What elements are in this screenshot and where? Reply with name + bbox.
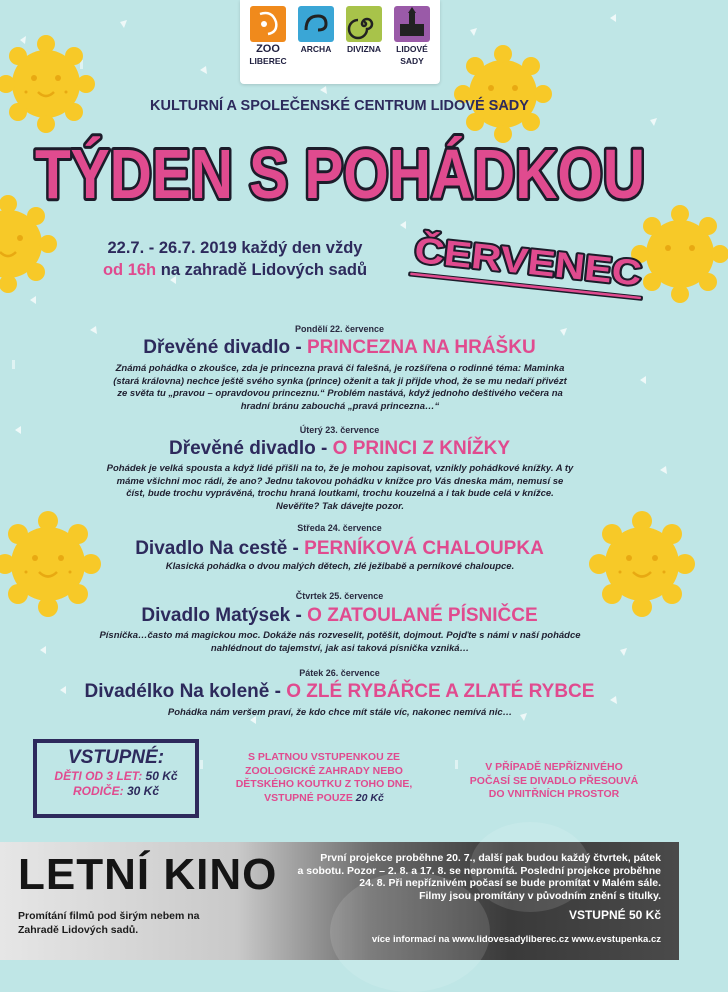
separator: - (287, 538, 305, 559)
theatre-name: Divadélko Na koleně (84, 681, 270, 702)
description-line: Známá pohádka o zkoušce, zda je princezna pravá či falešná, je rozšířena o rodinné téma: Maminka (115, 363, 565, 374)
separator: - (290, 605, 308, 626)
separator: - (290, 337, 307, 358)
description-line: Pohádek je velká spousta a když lidé přišli na to, že je mohou zapisovat, vznikly pohádkové knížky. A ty (106, 463, 574, 474)
show-day: Pátek 26. července (299, 668, 380, 678)
logo-archa[interactable]: ARCHA (296, 6, 336, 54)
summer-cinema-section (0, 842, 679, 960)
logo-zoo-liberec[interactable]: ZOO LIBEREC (248, 6, 288, 66)
show-day: Pondělí 22. července (294, 324, 385, 334)
sun-decoration-top-left (0, 36, 94, 132)
description-line: číst, bude trochu vyprávěná, trochu hraná loutkami, trochu kouzelná a i tak bude celá v knížce. (126, 488, 554, 499)
show-description (80, 707, 600, 720)
archa-icon (298, 6, 334, 42)
theatre-name: Dřevěné divadlo (143, 337, 291, 358)
description-line: Klasická pohádka o dvou malých dětech, zlé ježibabě a perníkové chaloupce. (165, 561, 515, 572)
summer-cinema-title: LETNÍ KINO (18, 850, 278, 899)
lidove-sady-icon (394, 6, 430, 42)
separator: - (315, 438, 333, 459)
show-day: Úterý 23. července (299, 425, 380, 435)
summer-cinema-price: VSTUPNÉ 50 Kč (568, 908, 661, 922)
divizna-icon (346, 6, 382, 42)
weather-note: V PŘÍPADĚ NEPŘÍZNIVÉHO POČASÍ SE DIVADLO PŘESOUVÁ DO VNITŘNÍCH PROSTOR (469, 761, 639, 800)
organizer-name: KULTURNÍ A SPOLEČENSKÉ CENTRUM LIDOVÉ SADY (150, 98, 529, 114)
show-title (0, 438, 679, 460)
show-day: Středa 24. července (297, 523, 382, 533)
svg-text:TÝDEN S POHÁDKOU: TÝDEN S POHÁDKOU (35, 135, 645, 213)
zoo-ticket-note: S PLATNOU VSTUPENKOU ZE ZOOLOGICKÉ ZAHRADY NEBO DĚTSKÉHO KOUTKU Z TOHO DNE, VSTUPNÉ POUZE 20 Kč (235, 751, 413, 804)
theatre-name: Divadlo Na cestě (135, 538, 288, 559)
svg-text:ČERVENEC: ČERVENEC (412, 228, 616, 291)
description-line: (stará královna) nechce ještě svého synka (prince) oženit a tak ji přijde vhod, že se mu nedaří přivézt (113, 375, 567, 387)
show-description (80, 561, 600, 574)
event-title (20, 128, 660, 218)
description-line: hradní bránu zabouchá „pravá princezna…“ (240, 400, 440, 412)
play-name: O PRINCI Z KNÍŽKY (332, 438, 510, 459)
play-name: O ZLÉ RYBÁŘCE A ZLATÉ RYBCE (286, 681, 595, 702)
separator: - (269, 681, 287, 702)
description-line: Pohádka nám veršem praví, že kdo chce mít stále víc, nakonec nemívá nic… (167, 707, 513, 718)
description-line: Písnička…často má magickou moc. Dokáže nás rozveselit, potěšit, dojmout. Pojďte s námi v naší pohádce (99, 630, 581, 641)
play-name: O ZATOULANÉ PÍSNIČCE (307, 605, 538, 626)
show-title (0, 337, 679, 359)
logo-divizna[interactable]: DIVIZNA (344, 6, 384, 54)
description-line: ze světa tu „pravou – opravdovou princeznu.“ Problém nastává, když jednoho deštivého večera na (117, 388, 563, 399)
admission-box: VSTUPNÉ: DĚTI OD 3 LET: 50 Kč RODIČE: 30 Kč (33, 739, 199, 818)
play-name: PERNÍKOVÁ CHALOUPKA (304, 538, 544, 559)
event-dates: 22.7. - 26.7. 2019 každý den vždy od 16h na zahradě Lidových sadů (102, 239, 368, 279)
description-line: nahlédnout do tajemství, jak asi taková písnička vzniká… (210, 642, 470, 654)
theatre-name: Divadlo Matýsek (141, 605, 291, 626)
partner-logos (240, 0, 440, 84)
show-title (0, 538, 679, 560)
logo-lidove-sady[interactable]: LIDOVÉ SADY (392, 6, 432, 66)
show-title (0, 681, 679, 703)
month-banner (400, 222, 660, 304)
zoo-liberec-icon (250, 6, 286, 42)
summer-cinema-info: První projekce proběhne 20. 7., další pak budou každý čtvrtek, pátek a sobotu. Pozor – 2. 8. a 17. 8. se nepromítá. Poslední projekce proběhne 24. 8. Při nepříznivém počasí se bude promítat v Malém sále. Filmy jsou promítány v původním znění s titulky. (297, 852, 661, 902)
play-name: PRINCEZNA NA HRÁŠKU (306, 337, 536, 358)
theatre-name: Dřevěné divadlo (168, 438, 316, 459)
summer-cinema-subtitle: Promítání filmů pod širým nebem na Zahradě Lidových sadů. (18, 910, 200, 936)
show-description (80, 463, 600, 513)
description-line: máme všichni moc rádi, že ano? Jednu takovou pohádku v knížce pro Vás dneska mám, nemusí se (116, 475, 564, 487)
show-title (0, 605, 679, 627)
description-line: Nevěříte? Tak dávejte pozor. (276, 500, 404, 512)
show-day: Čtvrtek 25. července (295, 591, 384, 601)
show-description (80, 630, 600, 655)
show-description (80, 363, 600, 413)
more-info-links[interactable]: více informací na www.lidovesadyliberec.cz www.evstupenka.cz (371, 934, 661, 945)
